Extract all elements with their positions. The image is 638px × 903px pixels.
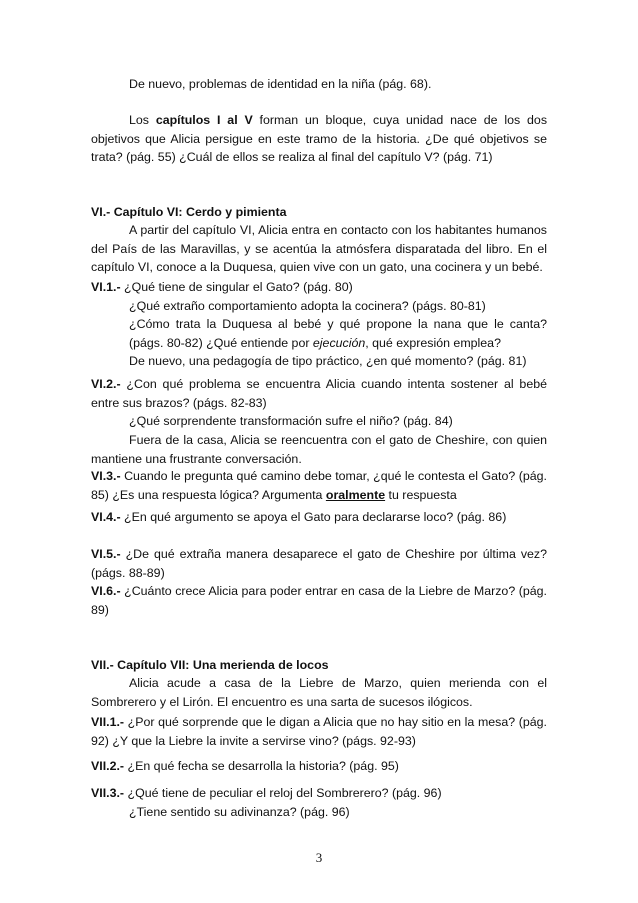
question-vi-3: VI.3.- Cuando le pregunta qué camino debe tomar, ¿qué le contesta el Gato? (pág. 85) ¿Es una respuesta lógica? Argumenta oralmente tu respuesta — [91, 469, 547, 502]
question-vii-1: VII.1.- ¿Por qué sorprende que le digan a Alicia que no hay sitio en la mesa? (pág. 92) ¿Y que la Liebre la invite a servirse vino? (págs. 92-93) — [91, 715, 547, 748]
paragraph-cheshire: Fuera de la casa, Alicia se reencuentra con el gato de Cheshire, con quien mantiene una frustrante conversación. — [91, 433, 547, 466]
question-vii-3: VII.3.- ¿Qué tiene de peculiar el reloj del Sombrerero? (pág. 96) ¿Tiene sentido su adivinanza? (pág. 96) — [91, 784, 547, 821]
emphasis-ejecucion: ejecución — [312, 335, 366, 350]
section-heading-vi: VI.- Capítulo VI: Cerdo y pimienta — [91, 205, 287, 219]
subquestion: ¿Cómo trata la Duquesa al bebé y qué propone la nana que le canta? (págs. 80-82) ¿Qué entiende por ejecución, qué expresión emplea? — [129, 317, 547, 350]
question-vi-1: VI.1.- ¿Qué tiene de singular el Gato? (pág. 80) ¿Qué extraño comportamiento adopta la cocinera? (págs. 80-81) ¿Cómo trata la Duquesa al bebé y qué propone la nana que le canta? (págs. 80-82) ¿Qué entiende por ejecución, qué expresión emplea? De nuevo, una pedagogía de tipo práctico, ¿en qué momento? (pág. 81) — [91, 278, 547, 371]
question-label: VI.4.- — [91, 510, 121, 524]
subquestion: ¿Qué extraño comportamiento adopta la cocinera? (págs. 80-81) — [129, 298, 486, 313]
page-number: 3 — [315, 850, 323, 865]
emphasis-oralmente: oralmente — [325, 487, 386, 502]
section-intro-vii: Alicia acude a casa de la Liebre de Marzo, quien merienda con el Sombrerero y el Lirón. El encuentro es una sarta de sucesos ilógicos. — [91, 676, 547, 709]
subquestion: De nuevo, una pedagogía de tipo práctico, ¿en qué momento? (pág. 81) — [129, 354, 527, 369]
question-vii-2: VII.2.- ¿En qué fecha se desarrolla la historia? (pág. 95) — [91, 759, 399, 773]
question-label: VI.3.- — [91, 469, 121, 483]
subquestion: ¿Qué sorprendente transformación sufre el niño? (pág. 84) — [129, 414, 453, 429]
question-vi-5: VI.5.- ¿De qué extraña manera desaparece el gato de Cheshire por última vez? (págs. 88-89) — [91, 547, 547, 580]
paragraph-chapters-block: Los capítulos I al V forman un bloque, cuya unidad nace de los dos objetivos que Alicia persigue en este tramo de la historia. ¿De qué objetivos se trata? (pág. 55) ¿Cuál de ellos se realiza al final del capítulo V? (pág. 71) — [91, 113, 548, 165]
question-label: VII.1.- — [91, 715, 125, 729]
paragraph-identity: De nuevo, problemas de identidad en la niña (pág. 68). — [129, 77, 432, 91]
question-vi-2: VI.2.- ¿Con qué problema se encuentra Alicia cuando intenta sostener al bebé entre sus brazos? (págs. 82-83) ¿Qué sorprendente transformación sufre el niño? (pág. 84) — [91, 375, 547, 431]
question-label: VI.5.- — [91, 547, 121, 561]
question-label: VII.2.- — [91, 759, 125, 773]
question-vi-6: VI.6.- ¿Cuánto crece Alicia para poder entrar en casa de la Liebre de Marzo? (pág. 89) — [91, 584, 547, 617]
question-vi-4: VI.4.- ¿En qué argumento se apoya el Gato para declararse loco? (pág. 86) — [91, 510, 507, 524]
subquestion: ¿Tiene sentido su adivinanza? (pág. 96) — [129, 804, 350, 819]
question-label: VI.1.- — [91, 280, 121, 294]
question-label: VI.6.- — [91, 584, 121, 598]
question-label: VI.2.- — [91, 377, 121, 391]
question-label: VII.3.- — [91, 786, 125, 800]
section-heading-vii: VII.- Capítulo VII: Una merienda de locos — [91, 658, 329, 672]
section-intro-vi: A partir del capítulo VI, Alicia entra en contacto con los habitantes humanos del País de las Maravillas, y se acentúa la atmósfera disparatada del libro. En el capítulo VI, conoce a la Duquesa, quien vive con un gato, una cocinera y un bebé. — [91, 223, 547, 275]
chapters-emphasis: capítulos I al V — [155, 113, 253, 127]
